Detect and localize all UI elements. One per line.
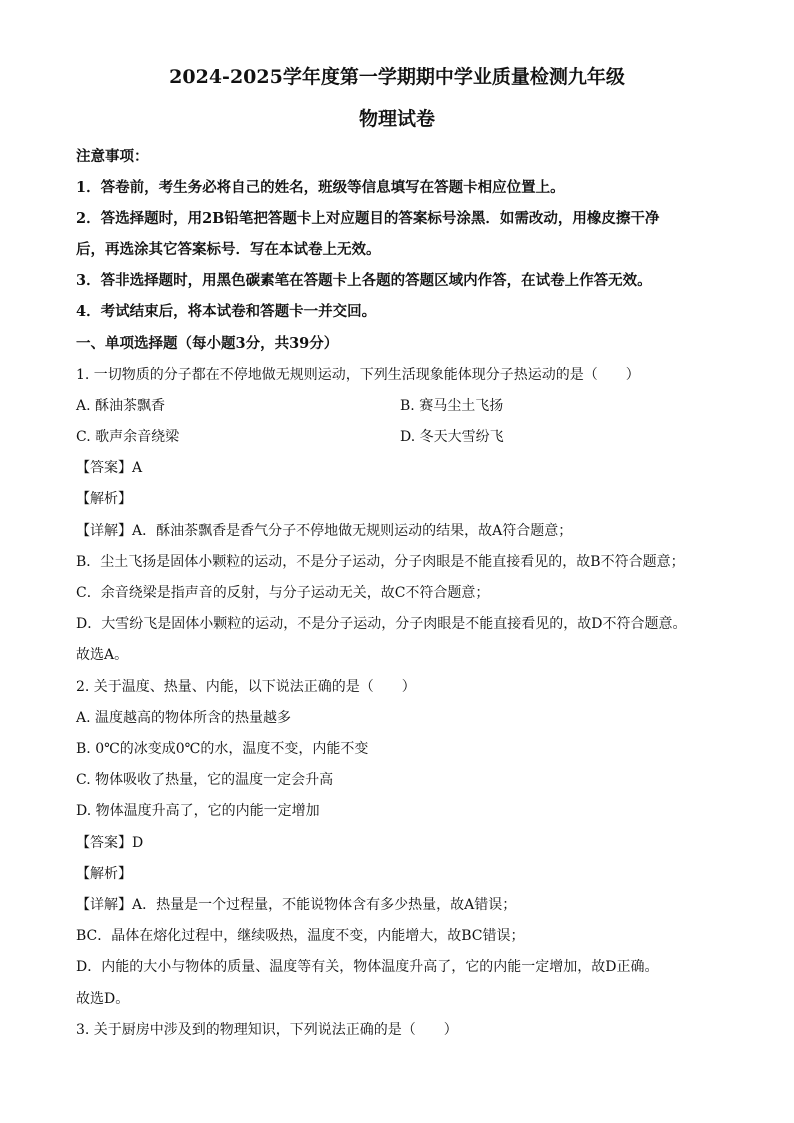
question-2-option-c: C. 物体吸收了热量，它的温度一定会升高 [76, 772, 334, 788]
question-3-stem: 3. 关于厨房中涉及到的物理知识，下列说法正确的是（ ） [76, 1022, 458, 1038]
question-2-detail-2: BC．晶体在熔化过程中，继续吸热，温度不变，内能增大，故BC错误； [76, 928, 525, 944]
question-2-conclusion: 故选D。 [76, 991, 130, 1007]
question-2-option-a: A. 温度越高的物体所含的热量越多 [76, 710, 292, 726]
question-2-option-b: B. 0℃的冰变成0℃的水，温度不变，内能不变 [76, 741, 369, 757]
note-item-2-cont: 后，再选涂其它答案标号．写在本试卷上无效。 [76, 241, 381, 258]
note-item-3: 3．答非选择题时，用黑色碳素笔在答题卡上各题的答题区域内作答，在试卷上作答无效。 [76, 272, 652, 289]
question-1-option-d: D. 冬天大雪纷飞 [400, 429, 504, 445]
question-1-detail-3: C．余音绕梁是指声音的反射，与分子运动无关，故C不符合题意； [76, 585, 490, 601]
section-heading: 一、单项选择题（每小题3分，共39分） [76, 335, 339, 352]
note-item-1: 1．答卷前，考生务必将自己的姓名，班级等信息填写在答题卡相应位置上。 [76, 179, 565, 196]
question-2-answer: 【答案】D [76, 835, 144, 851]
question-1-detail-1: 【详解】A．酥油茶飘香是香气分子不停地做无规则运动的结果，故A符合题意； [76, 523, 573, 539]
question-1-analysis: 【解析】 [76, 491, 132, 507]
question-2-stem: 2. 关于温度、热量、内能，以下说法正确的是（ ） [76, 679, 416, 695]
question-1-option-c: C. 歌声余音绕梁 [76, 429, 180, 445]
notes-heading: 注意事项： [76, 148, 149, 165]
question-2-detail-3: D．内能的大小与物体的质量、温度等有关，物体温度升高了，它的内能一定增加，故D正确。 [76, 959, 659, 975]
question-1-stem: 1. 一切物质的分子都在不停地做无规则运动，下列生活现象能体现分子热运动的是（ ） [76, 367, 640, 383]
question-1-detail-4: D．大雪纷飞是固体小颗粒的运动，不是分子运动，分子肉眼是不能直接看见的，故D不符合题意。 [76, 616, 687, 632]
note-item-2: 2．答选择题时，用2B铅笔把答题卡上对应题目的答案标号涂黑．如需改动，用橡皮擦干净 [76, 210, 660, 227]
question-1-conclusion: 故选A。 [76, 647, 129, 663]
question-1-answer: 【答案】A [76, 460, 143, 476]
exam-title: 2024-2025学年度第一学期期中学业质量检测九年级 [169, 66, 625, 88]
question-1-option-b: B. 赛马尘土飞扬 [400, 398, 504, 414]
question-1-option-a: A. 酥油茶飘香 [76, 398, 166, 414]
question-2-analysis: 【解析】 [76, 866, 132, 882]
question-1-detail-2: B．尘土飞扬是固体小颗粒的运动，不是分子运动，分子肉眼是不能直接看见的，故B不符合题意； [76, 554, 685, 570]
note-item-4: 4．考试结束后，将本试卷和答题卡一并交回。 [76, 303, 377, 320]
exam-subtitle: 物理试卷 [358, 108, 435, 130]
question-2-option-d: D. 物体温度升高了，它的内能一定增加 [76, 803, 320, 819]
question-2-detail-1: 【详解】A．热量是一个过程量，不能说物体含有多少热量，故A错误； [76, 897, 517, 913]
